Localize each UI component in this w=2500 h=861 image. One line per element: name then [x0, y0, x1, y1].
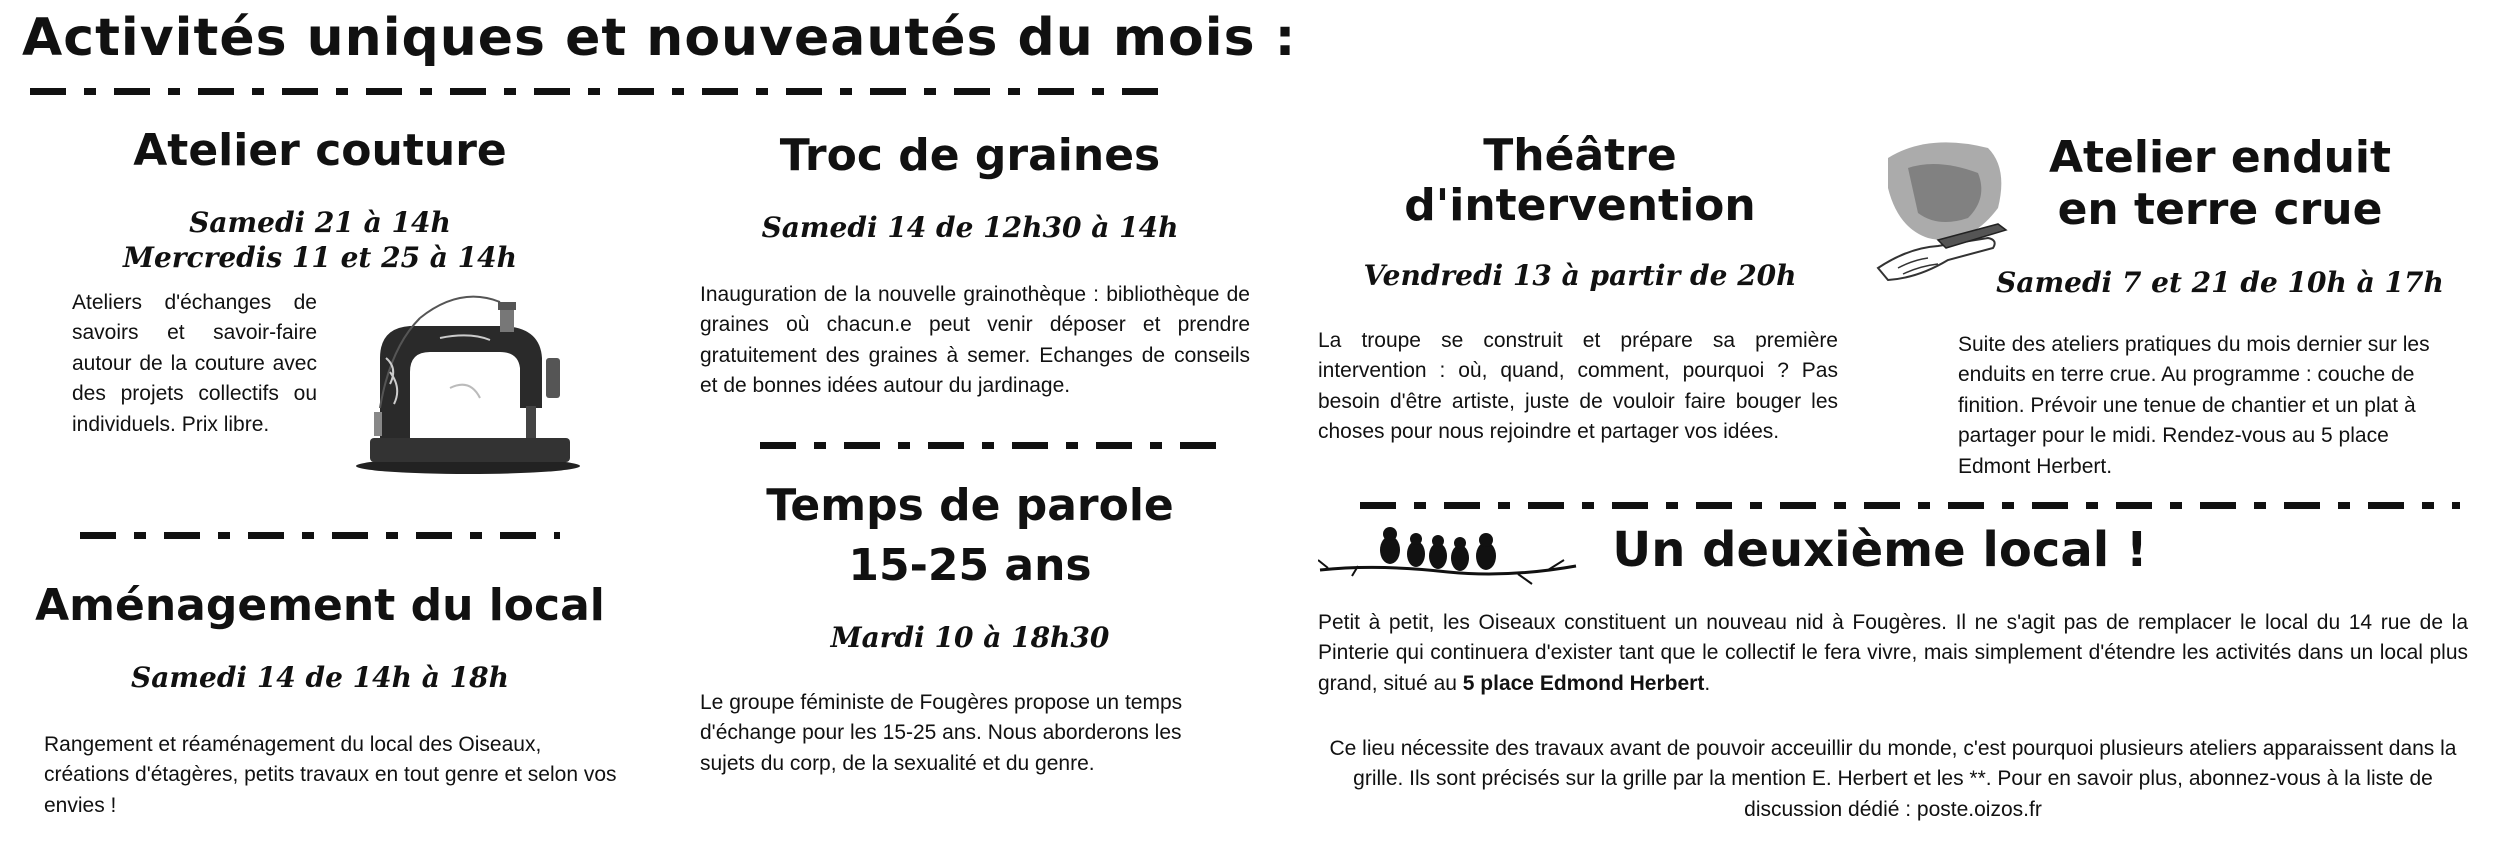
temps-parole-title-line1: Temps de parole: [766, 480, 1174, 531]
page-title: Activités uniques et nouveautés du mois :: [22, 8, 1297, 68]
atelier-enduit-title-line1: Atelier enduit: [2048, 132, 2392, 183]
sewing-machine-icon: [350, 288, 590, 478]
deuxieme-local-title: Un deuxième local !: [1612, 522, 2148, 578]
theatre-date: Vendredi 13 à partir de 20h: [1363, 259, 1797, 292]
atelier-couture-title: Atelier couture: [133, 125, 507, 176]
amenagement-title: Aménagement du local: [35, 580, 605, 631]
theatre-title-line2: d'intervention: [1404, 180, 1756, 231]
birds-on-branch-icon: [1318, 520, 1578, 590]
temps-parole-date: Mardi 10 à 18h30: [830, 621, 1110, 654]
atelier-couture-description: Ateliers d'échanges de savoirs et savoir-faire autour de la couture avec des projets collectifs ou individuels. Prix libre.: [72, 291, 317, 436]
troc-graines-title: Troc de graines: [779, 130, 1161, 181]
atelier-couture-date-1: Samedi 21 à 14h: [189, 206, 451, 239]
amenagement-date: Samedi 14 de 14h à 18h: [131, 661, 509, 694]
amenagement-description: Rangement et réaménagement du local des Oiseaux, créations d'étagères, petits travaux en tout genre et selon vos envies !: [44, 733, 617, 817]
temps-parole-title-line2: 15-25 ans: [848, 540, 1092, 591]
temps-parole-description: Le groupe féministe de Fougères propose un temps d'échange pour les 15-25 ans. Nous aborderons les sujets du corp, de la sexualité et du genre.: [700, 691, 1183, 775]
atelier-enduit-description: Suite des ateliers pratiques du mois dernier sur les enduits en terre crue. Au programme : couche de finition. Prévoir une tenue de chantier et un plat à partager pour le midi. Rendez-vous au 5 place Edmont Herbert.: [1958, 333, 2430, 478]
divider-local: [1360, 502, 2460, 509]
header-divider: [30, 88, 1170, 95]
atelier-couture-date-2: Mercredis 11 et 25 à 14h: [122, 241, 518, 274]
divider-troc: [760, 442, 1220, 449]
divider-couture: [80, 532, 560, 539]
theatre-description: La troupe se construit et prépare sa première intervention : où, quand, comment, pourquoi ? Pas besoin d'être artiste, juste de vouloir faire bouger les choses pour nous rejoindre et partager vos idées.: [1318, 329, 1838, 444]
deuxieme-local-paragraph-1: [1318, 608, 2468, 699]
troc-graines-date: Samedi 14 de 12h30 à 14h: [761, 211, 1179, 244]
atelier-enduit-date: Samedi 7 et 21 de 10h à 17h: [1996, 266, 2444, 299]
theatre-title-line1: Théâtre: [1483, 130, 1677, 181]
atelier-enduit-title-line2: en terre crue: [2057, 184, 2383, 235]
troc-graines-description: Inauguration de la nouvelle grainothèque : bibliothèque de graines où chacun.e peut venir déposer et prendre gratuitement des graines à semer. Echanges de conseils et de bonnes idées autour du jardinage.: [700, 283, 1250, 398]
deuxieme-local-address: 5 place Edmond Herbert: [1462, 671, 1705, 695]
deuxieme-local-paragraph-1-text: Petit à petit, les Oiseaux constituent un nouveau nid à Fougères. Il ne s'agit pas de remplacer le local du 14 rue de la Pinterie qui continuera d'exister tant que le collectif le fera vivre, mais simplement d'étendre les activités dans un local plus grand, situé au: [1318, 611, 2468, 695]
deuxieme-local-paragraph-2: Ce lieu nécessite des travaux avant de pouvoir acceuillir du monde, c'est pourquoi plusieurs ateliers apparaissent dans la grille. Ils sont précisés sur la grille par la mention E. Herbert et les **. Pour en savoir plus, abonnez-vous à la liste de discussion dédié : poste.oizos.fr: [1329, 737, 2457, 821]
deuxieme-local-paragraph-1-end: .: [1704, 671, 1711, 695]
